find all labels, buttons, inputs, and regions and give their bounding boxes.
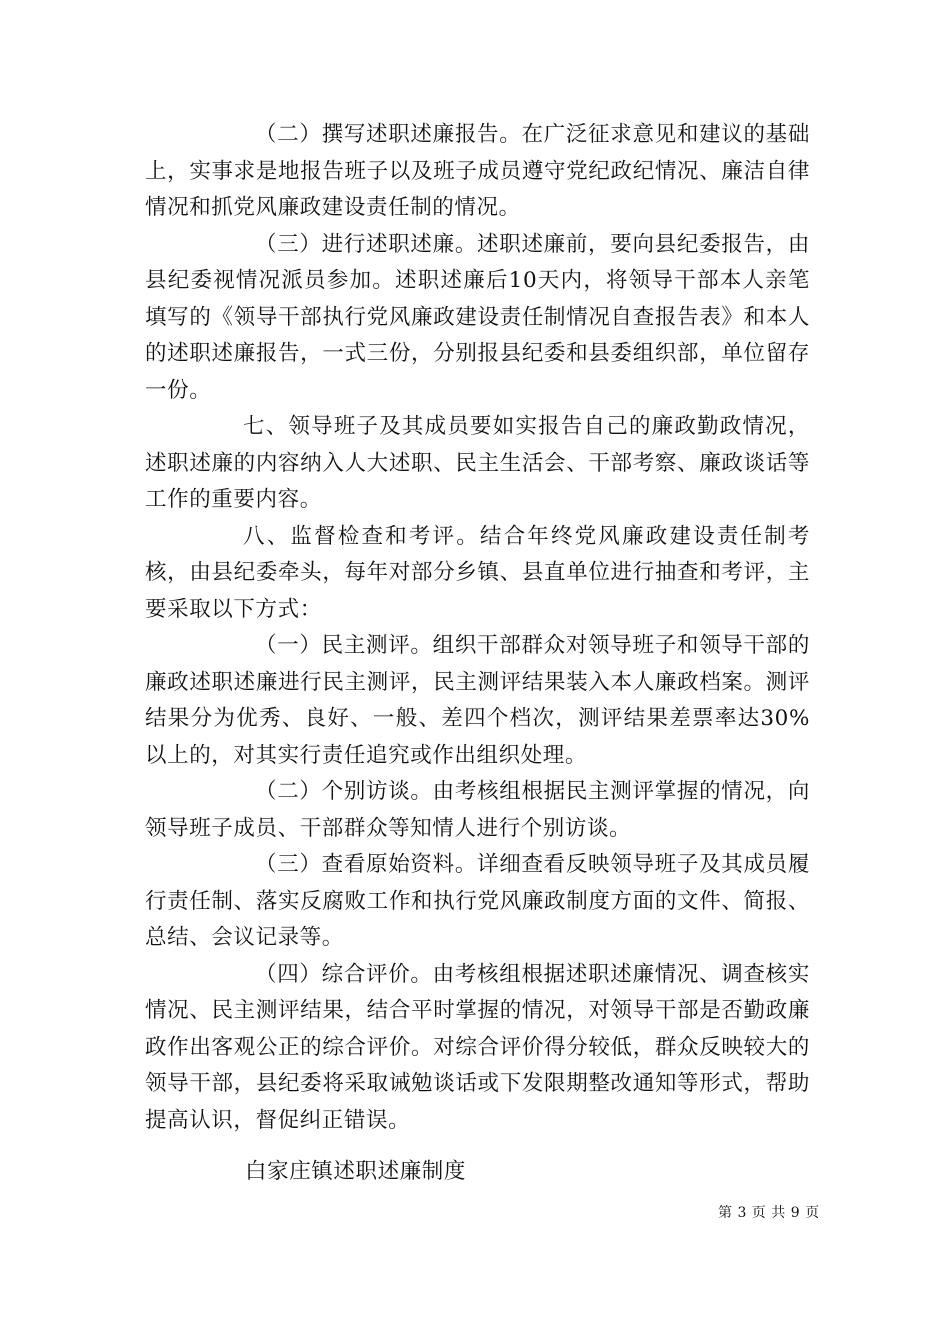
paragraph-2-individual-interview: （二）个别访谈。由考核组根据民主测评掌握的情况，向领导班子成员、干部群众等知情人进行个别访谈。: [145, 779, 810, 841]
paragraph-1-democratic-evaluation: （一）民主测评。组织干部群众对领导班子和领导干部的廉政述职述廉进行民主测评，民主测评结果装入本人廉政档案。测评结果分为优秀、良好、一般、差四个档次，测评结果差票率达30%以上的，对其实行责任追究或作出组织处理。: [145, 633, 810, 768]
paragraph-3-conduct-report: （三）进行述职述廉。述职述廉前，要向县纪委报告，由县纪委视情况派员参加。述职述廉后10天内，将领导干部本人亲笔填写的《领导干部执行党风廉政建设责任制情况自查报告表》和本人的述职述廉报告，一式三份，分别报县纪委和县委组织部，单位留存一份。: [145, 231, 810, 403]
section-7-paragraph: 七、领导班子及其成员要如实报告自己的廉政勤政情况，述职述廉的内容纳入人大述职、民主生活会、干部考察、廉政谈话等工作的重要内容。: [145, 414, 810, 512]
paragraph-3-review-materials: （三）查看原始资料。详细查看反映领导班子及其成员履行责任制、落实反腐败工作和执行党风廉政制度方面的文件、简报、总结、会议记录等。: [145, 852, 810, 950]
paragraph-2-writing-report: （二）撰写述职述廉报告。在广泛征求意见和建议的基础上，实事求是地报告班子以及班子成员遵守党纪政纪情况、廉洁自律情况和抓党风廉政建设责任制的情况。: [145, 122, 810, 220]
closing-title: 白家庄镇述职述廉制度: [245, 1159, 467, 1184]
section-8-paragraph: 八、监督检查和考评。结合年终党风廉政建设责任制考核，由县纪委牵头，每年对部分乡镇、县直单位进行抽查和考评，主要采取以下方式：: [145, 523, 810, 622]
paragraph-4-comprehensive-evaluation: （四）综合评价。由考核组根据述职述廉情况、调查核实情况、民主测评结果，结合平时掌握的情况，对领导干部是否勤政廉政作出客观公正的综合评价。对综合评价得分较低，群众反映较大的领导干部，县纪委将采取诫勉谈话或下发限期整改通知等形式，帮助提高认识，督促纠正错误。: [145, 961, 810, 1133]
document-body: [145, 117, 810, 1139]
page-number-footer: 第 3 页 共 9 页: [718, 1205, 820, 1221]
